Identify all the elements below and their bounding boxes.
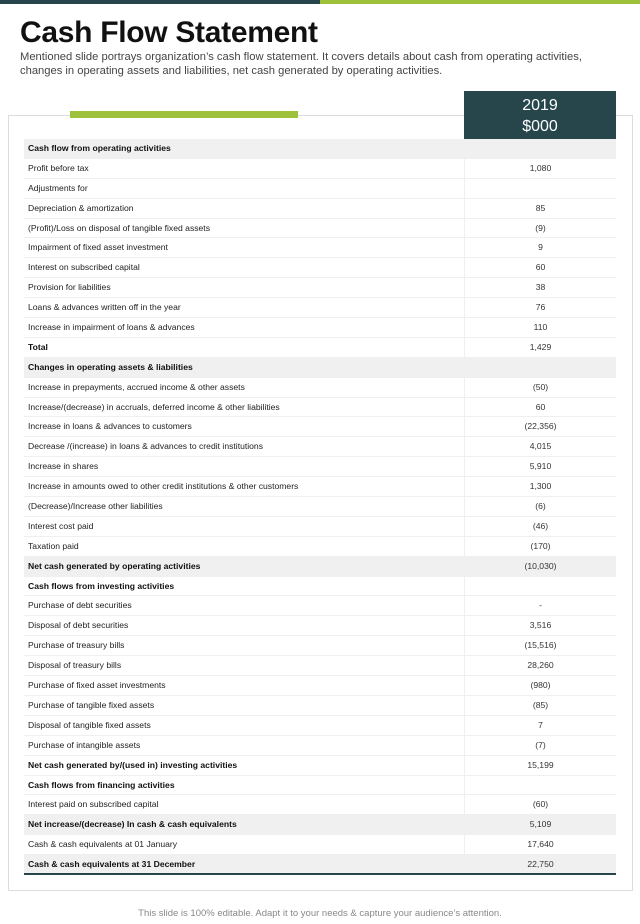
row-value: [464, 139, 616, 158]
row-label: Profit before tax: [28, 162, 89, 173]
row-label: (Decrease)/Increase other liabilities: [28, 501, 163, 512]
table-row: [24, 417, 616, 437]
row-label: Cash flows from investing activities: [28, 580, 175, 591]
row-label: Loans & advances written off in the year: [28, 302, 181, 313]
table-row: [24, 676, 616, 696]
row-label: Net increase/(decrease) In cash & cash equivalents: [28, 819, 237, 830]
row-value: 5,910: [464, 457, 616, 476]
table-row: [24, 696, 616, 716]
row-value: 76: [464, 298, 616, 317]
row-value: 7: [464, 716, 616, 735]
footer-note: This slide is 100% editable. Adapt it to your needs & capture your audience’s attention.: [138, 908, 502, 919]
row-label: Impairment of fixed asset investment: [28, 242, 168, 253]
row-value: (980): [464, 676, 616, 695]
table-row: [24, 477, 616, 497]
row-value: (22,356): [464, 417, 616, 436]
row-label: Net cash generated by/(used in) investing activities: [28, 759, 238, 770]
row-label: Purchase of tangible fixed assets: [28, 699, 155, 710]
row-value: 3,516: [464, 616, 616, 635]
row-label: Interest cost paid: [28, 520, 94, 531]
row-value: 85: [464, 199, 616, 218]
row-label: Interest on subscribed capital: [28, 262, 140, 273]
row-value: (9): [464, 219, 616, 238]
green-accent-bar: [70, 111, 298, 118]
table-row: [24, 258, 616, 278]
row-value: 4,015: [464, 437, 616, 456]
row-label: (Profit)/Loss on disposal of tangible fixed assets: [28, 222, 210, 233]
table-row: [24, 497, 616, 517]
page-subtitle: Mentioned slide portrays organization’s cash flow statement. It covers details about cash from operating activities, changes in operating assets and liabilities, net cash generated by operating activities.: [20, 51, 582, 77]
row-label: Decrease /(increase) in loans & advances to credit institutions: [28, 441, 264, 452]
row-label: Purchase of intangible assets: [28, 739, 141, 750]
table-row: [24, 318, 616, 338]
row-label: Taxation paid: [28, 540, 79, 551]
row-value: 60: [464, 258, 616, 277]
table-row: [24, 636, 616, 656]
row-label: Cash & cash equivalents at 01 January: [28, 839, 178, 850]
table-row: [24, 756, 616, 776]
row-value: 15,199: [464, 756, 616, 775]
row-label: Increase in amounts owed to other credit institutions & other customers: [28, 481, 299, 492]
row-label: Purchase of treasury bills: [28, 640, 125, 651]
row-value: -: [464, 596, 616, 615]
row-value: (10,030): [464, 557, 616, 576]
row-label: Increase/(decrease) in accruals, deferred income & other liabilities: [28, 401, 280, 412]
year-column-header: [464, 91, 616, 139]
row-label: Depreciation & amortization: [28, 202, 134, 213]
row-value: [464, 179, 616, 198]
table-row: [24, 457, 616, 477]
table-row: [24, 537, 616, 557]
row-label: Increase in loans & advances to customers: [28, 421, 192, 432]
row-value: 9: [464, 238, 616, 257]
table-row: [24, 517, 616, 537]
row-label: Increase in prepayments, accrued income & other assets: [28, 381, 245, 392]
row-value: 60: [464, 398, 616, 417]
table-row: [24, 298, 616, 318]
table-row: [24, 238, 616, 258]
row-value: 28,260: [464, 656, 616, 675]
row-value: (60): [464, 795, 616, 814]
table-row: [24, 795, 616, 815]
row-value: 1,300: [464, 477, 616, 496]
table-row: [24, 338, 616, 358]
row-value: (46): [464, 517, 616, 536]
row-value: (85): [464, 696, 616, 715]
table-row: [24, 776, 616, 796]
unit-label: $000: [522, 118, 558, 135]
row-value: 1,429: [464, 338, 616, 357]
row-label: Increase in shares: [28, 461, 99, 472]
table-row: [24, 219, 616, 239]
cash-flow-table: [24, 139, 616, 875]
table-row: [24, 577, 616, 597]
table-row: [24, 159, 616, 179]
row-label: Cash flow from operating activities: [28, 143, 171, 153]
row-value: 5,109: [464, 815, 616, 834]
row-value: 1,080: [464, 159, 616, 178]
table-row: [24, 199, 616, 219]
table-row: [24, 815, 616, 835]
row-value: (15,516): [464, 636, 616, 655]
table-row: [24, 557, 616, 577]
row-value: 110: [464, 318, 616, 337]
row-label: Adjustments for: [28, 182, 88, 193]
row-label: Disposal of tangible fixed assets: [28, 719, 151, 730]
table-row: [24, 378, 616, 398]
row-value: (7): [464, 736, 616, 755]
page-title: Cash Flow Statement: [20, 16, 318, 49]
top-accent-bar-dark: [0, 0, 320, 4]
table-row: [24, 835, 616, 855]
row-value: (170): [464, 537, 616, 556]
table-row: [24, 139, 616, 159]
row-label: Changes in operating assets & liabilities: [28, 361, 193, 372]
row-label: Purchase of debt securities: [28, 600, 132, 611]
row-label: Net cash generated by operating activities: [28, 560, 201, 571]
row-label: Cash flows from financing activities: [28, 779, 175, 790]
year-label: 2019: [522, 97, 558, 114]
row-label: Interest paid on subscribed capital: [28, 799, 159, 810]
table-row: [24, 716, 616, 736]
table-row: [24, 278, 616, 298]
row-label: Disposal of treasury bills: [28, 660, 122, 671]
table-row: [24, 656, 616, 676]
row-label: Cash & cash equivalents at 31 December: [28, 859, 196, 870]
row-value: [464, 358, 616, 377]
table-row: [24, 358, 616, 378]
table-row: [24, 179, 616, 199]
row-value: [464, 776, 616, 795]
top-accent-bar-green: [320, 0, 640, 4]
table-row: [24, 616, 616, 636]
row-value: 38: [464, 278, 616, 297]
row-label: Purchase of fixed asset investments: [28, 680, 166, 691]
row-value: [464, 577, 616, 596]
row-label: Total: [28, 341, 48, 352]
row-value: 22,750: [464, 855, 616, 873]
row-label: Provision for liabilities: [28, 282, 111, 293]
table-row: [24, 596, 616, 616]
row-value: 17,640: [464, 835, 616, 854]
table-row: [24, 855, 616, 875]
table-row: [24, 437, 616, 457]
table-row: [24, 736, 616, 756]
row-value: (6): [464, 497, 616, 516]
table-row: [24, 398, 616, 418]
row-label: Disposal of debt securities: [28, 620, 129, 631]
row-label: Increase in impairment of loans & advances: [28, 322, 195, 333]
row-value: (50): [464, 378, 616, 397]
